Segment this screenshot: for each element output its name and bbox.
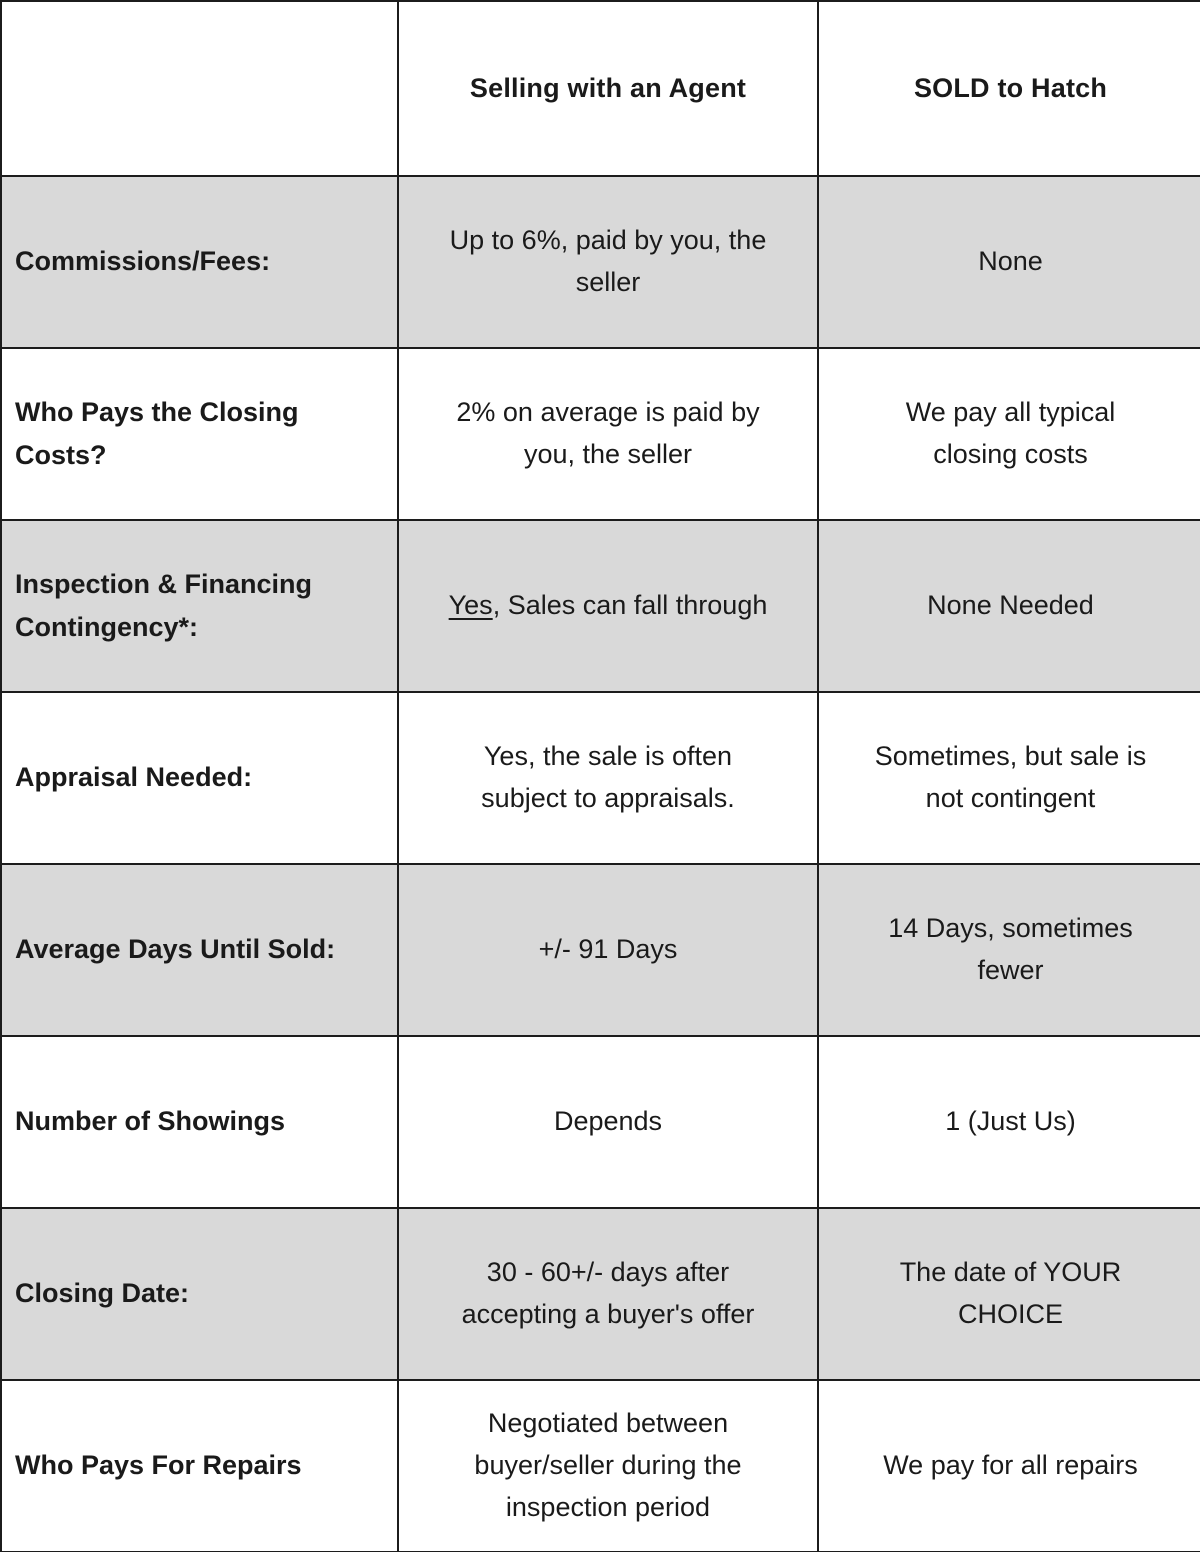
table-row [1, 1036, 1200, 1208]
row-label: Number of Showings [1, 1036, 398, 1208]
agent-cell: +/⁠- 91 Days [398, 864, 818, 1036]
table-row [1, 1380, 1200, 1552]
agent-cell: 30 - 60+/⁠- days after accepting a buyer's offer [398, 1208, 818, 1380]
row-label: Inspection & Financing Contingency*: [1, 520, 398, 692]
hatch-cell: We pay for all repairs [818, 1380, 1200, 1552]
hatch-cell: Sometimes, but sale is not contingent [818, 692, 1200, 864]
header-agent-column: Selling with an Agent [398, 1, 818, 176]
underlined-text: Yes [448, 590, 493, 621]
agent-cell: Negotiated between buyer/⁠seller during the inspection period [398, 1380, 818, 1552]
row-label: Who Pays For Repairs [1, 1380, 398, 1552]
hatch-cell: None Needed [818, 520, 1200, 692]
agent-cell: 2% on average is paid by you, the seller [398, 348, 818, 520]
header-hatch-column: SOLD to Hatch [818, 1, 1200, 176]
row-label: Who Pays the Closing Costs? [1, 348, 398, 520]
agent-cell: Yes, the sale is often subject to appraisals. [398, 692, 818, 864]
header-row [1, 1, 1200, 176]
table-header [1, 1, 1200, 176]
table-row [1, 1208, 1200, 1380]
hatch-cell: None [818, 176, 1200, 348]
table-body [1, 176, 1200, 1552]
row-label: Appraisal Needed: [1, 692, 398, 864]
table-row [1, 692, 1200, 864]
row-label: Commissions/Fees: [1, 176, 398, 348]
hatch-cell: 14 Days, sometimes fewer [818, 864, 1200, 1036]
table-row [1, 348, 1200, 520]
agent-cell: Depends [398, 1036, 818, 1208]
header-blank-cell [1, 1, 398, 176]
table-row [1, 176, 1200, 348]
hatch-cell: 1 (Just Us) [818, 1036, 1200, 1208]
hatch-cell: We pay all typical closing costs [818, 348, 1200, 520]
agent-cell: Up to 6%, paid by you, the seller [398, 176, 818, 348]
table-row [1, 520, 1200, 692]
row-label: Closing Date: [1, 1208, 398, 1380]
table-row [1, 864, 1200, 1036]
row-label: Average Days Until Sold: [1, 864, 398, 1036]
agent-cell: Yes, Sales can fall through [398, 520, 818, 692]
hatch-cell: The date of YOUR CHOICE [818, 1208, 1200, 1380]
